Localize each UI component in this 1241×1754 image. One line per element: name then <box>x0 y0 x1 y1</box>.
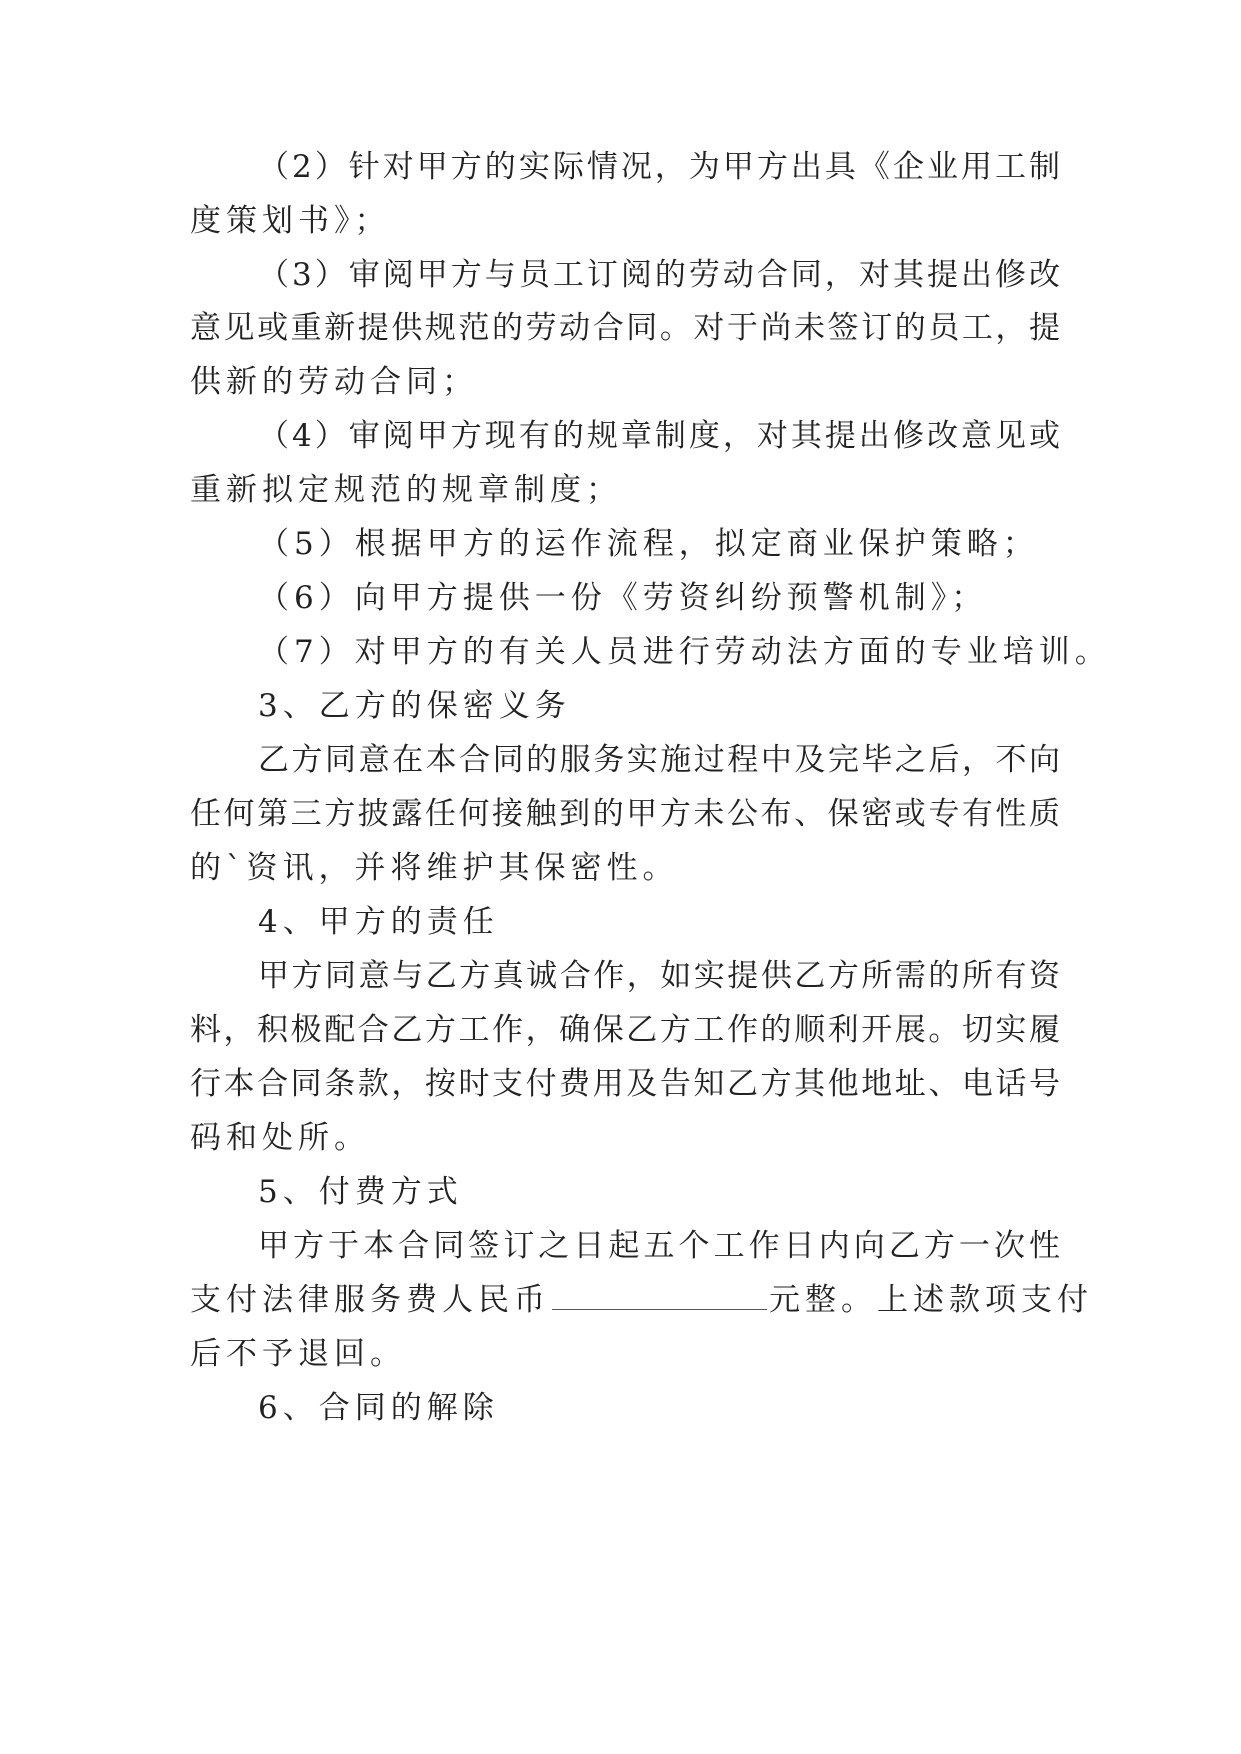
paragraph-line: （3）审阅甲方与员工订阅的劳动合同，对其提出修改 <box>258 257 1060 293</box>
paragraph-line: 甲方同意与乙方真诚合作，如实提供乙方所需的所有资 <box>258 958 1060 994</box>
paragraph-line: （4）审阅甲方现有的规章制度，对其提出修改意见或 <box>258 418 1060 454</box>
paragraph-line: 料，积极配合乙方工作，确保乙方工作的顺利开展。切实履 <box>190 1012 1060 1048</box>
paragraph-line: 重新拟定规范的规章制度； <box>190 472 622 508</box>
section-heading: 5、付费方式 <box>258 1174 463 1210</box>
paragraph-line: 甲方于本合同签订之日起五个工作日内向乙方一次性 <box>258 1228 1060 1264</box>
paragraph-line: 供新的劳动合同； <box>190 364 478 400</box>
paragraph-line: （5）根据甲方的运作流程，拟定商业保护策略； <box>258 526 1039 562</box>
paragraph-line-with-blank <box>190 1280 1093 1320</box>
section-heading: 3、乙方的保密义务 <box>258 688 571 724</box>
section-heading: 4、甲方的责任 <box>258 904 499 940</box>
paragraph-line: 码和处所。 <box>190 1120 370 1156</box>
fee-text-after: 元整。上述款项支付 <box>769 1282 1093 1318</box>
paragraph-line: 后不予退回。 <box>190 1336 406 1372</box>
paragraph-line: 乙方同意在本合同的服务实施过程中及完毕之后，不向 <box>258 742 1060 778</box>
paragraph-line: （2）针对甲方的实际情况，为甲方出具《企业用工制 <box>258 149 1060 185</box>
paragraph-line: 的`资讯，并将维护其保密性。 <box>190 850 679 886</box>
section-heading: 6、合同的解除 <box>258 1390 499 1426</box>
paragraph-line: （7）对甲方的有关人员进行劳动法方面的专业培训。 <box>258 634 1111 670</box>
paragraph-line: 行本合同条款，按时支付费用及告知乙方其他地址、电话号 <box>190 1066 1060 1102</box>
paragraph-line: 意见或重新提供规范的劳动合同。对于尚未签订的员工，提 <box>190 310 1060 346</box>
fee-amount-blank[interactable] <box>552 1281 767 1310</box>
fee-text-before: 支付法律服务费人民币 <box>190 1282 550 1318</box>
paragraph-line: 任何第三方披露任何接触到的甲方未公布、保密或专有性质 <box>190 796 1060 832</box>
paragraph-line: （6）向甲方提供一份《劳资纠纷预警机制》； <box>258 580 988 616</box>
paragraph-line: 度策划书》； <box>190 203 391 239</box>
